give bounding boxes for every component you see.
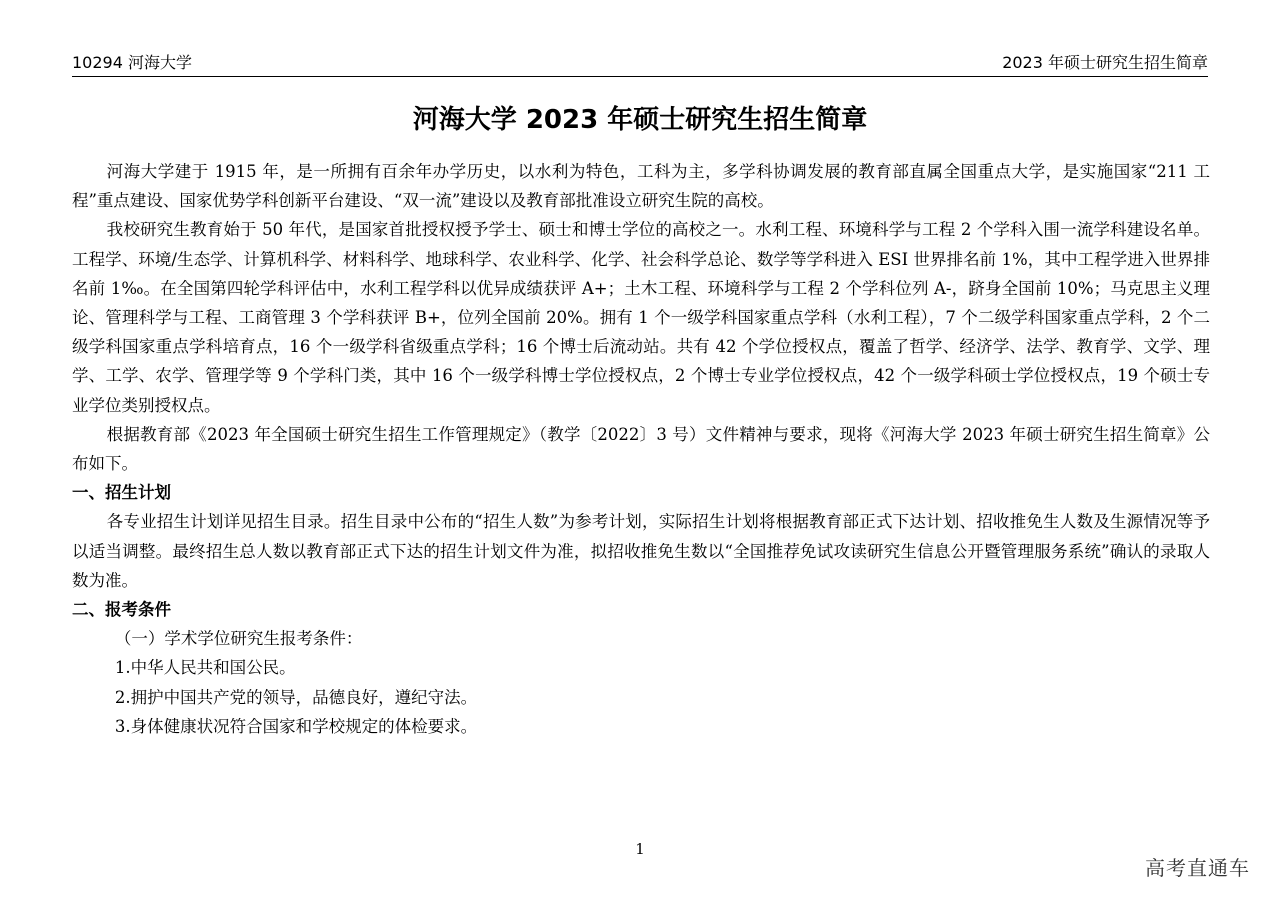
intro-paragraph-1: 河海大学建于 1915 年，是一所拥有百余年办学历史，以水利为特色，工科为主，多学科协调发展的教育部直属全国重点大学，是实施国家“211 工程”重点建设、国家优势学科创新平台建设、“双一流”建设以及教育部批准设立研究生院的高校。 bbox=[72, 162, 1210, 211]
enrollment-plan-text: 各专业招生计划详见招生目录。招生目录中公布的“招生人数”为参考计划，实际招生计划将根据教育部正式下达计划、招收推免生人数及生源情况等予以适当调整。最终招生总人数以教育部正式下达的招生计划文件为准，拟招收推免生数以“全国推荐免试攻读研究生信息公开暨管理服务系统”确认的录取人数为准。 bbox=[72, 512, 1210, 590]
eligibility-item: 2.拥护中国共产党的领导，品德良好，遵纪守法。 bbox=[114, 687, 478, 707]
section-heading-eligibility: 二、报考条件 bbox=[72, 600, 171, 620]
page-number: 1 bbox=[635, 840, 645, 858]
intro-paragraph-3: 根据教育部《2023 年全国硕士研究生招生工作管理规定》（教学〔2022〕3 号）文件精神与要求，现将《河海大学 2023 年硕士研究生招生简章》公布如下。 bbox=[72, 424, 1210, 474]
eligibility-subheading: （一）学术学位研究生报考条件： bbox=[114, 629, 363, 649]
eligibility-item: 3.身体健康状况符合国家和学校规定的体检要求。 bbox=[114, 716, 478, 736]
document-title: 河海大学 2023 年硕士研究生招生简章 bbox=[412, 105, 868, 135]
header-document-name: 2023 年硕士研究生招生简章 bbox=[1002, 53, 1208, 72]
section-heading-enrollment-plan: 一、招生计划 bbox=[72, 483, 171, 503]
watermark-logo-text: 高考直通车 bbox=[1145, 856, 1250, 880]
document-body bbox=[72, 157, 1210, 741]
header-school-code: 10294 河海大学 bbox=[72, 53, 192, 72]
page-header bbox=[72, 50, 1208, 77]
eligibility-item: 1.中华人民共和国公民。 bbox=[114, 658, 296, 678]
intro-paragraph-2: 我校研究生教育始于 50 年代，是国家首批授权授予学士、硕士和博士学位的高校之一。水利工程、环境科学与工程 2 个学科入围一流学科建设名单。工程学、环境/生态学、计算机科学、材料科学、地球科学、农业科学、化学、社会科学总论、数学等学科进入 ESI 世界排名前 1%，其中工程学进入世界排名前 1‰。在全国第四轮学科评估中，水利工程学科以优异成绩获评 A+；土木工程、环境科学与工程 2 个学科位列 A-，跻身全国前 10%；马克思主义理论、管理科学与工程、工商管理 3 个学科获评 B+，位列全国前 20%。拥有 1 个一级学科国家重点学科（水利工程），7 个二级学科国家重点学科，2 个二级学科国家重点学科培育点，16 个一级学科省级重点学科；16 个博士后流动站。共有 42 个学位授权点，覆盖了哲学、经济学、法学、教育学、文学、理学、工学、农学、管理学等 9 个学科门类，其中 16 个一级学科博士学位授权点，2 个博士专业学位授权点，42 个一级学科硕士学位授权点，19 个硕士专业学位类别授权点。 bbox=[72, 220, 1210, 415]
